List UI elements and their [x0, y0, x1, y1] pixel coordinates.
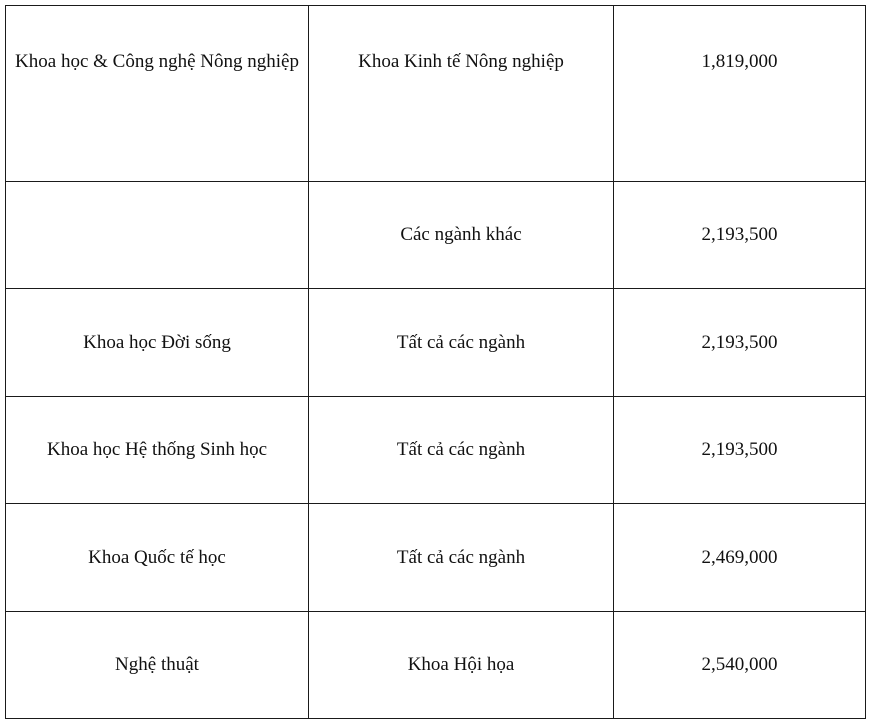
faculty-cell: [6, 182, 309, 289]
faculty-cell: Khoa Quốc tế học: [6, 504, 309, 612]
fee-cell: 2,193,500: [614, 397, 866, 504]
fee-cell: 2,540,000: [614, 612, 866, 719]
table-row: [6, 182, 866, 289]
table-row: [6, 6, 866, 182]
faculty-cell: Khoa học Hệ thống Sinh học: [6, 397, 309, 504]
tuition-table: [5, 5, 866, 719]
fee-cell: 1,819,000: [614, 6, 866, 182]
table-row: [6, 397, 866, 504]
table-row: [6, 612, 866, 719]
fee-cell: 2,193,500: [614, 289, 866, 397]
table-row: [6, 289, 866, 397]
major-cell: Khoa Kinh tế Nông nghiệp: [309, 6, 614, 182]
major-cell: Tất cả các ngành: [309, 504, 614, 612]
faculty-cell: Khoa học Đời sống: [6, 289, 309, 397]
major-cell: Tất cả các ngành: [309, 397, 614, 504]
faculty-cell: Khoa học & Công nghệ Nông nghiệp: [6, 6, 309, 182]
major-cell: Tất cả các ngành: [309, 289, 614, 397]
fee-cell: 2,469,000: [614, 504, 866, 612]
fee-cell: 2,193,500: [614, 182, 866, 289]
major-cell: Khoa Hội họa: [309, 612, 614, 719]
table-row: [6, 504, 866, 612]
faculty-cell: Nghệ thuật: [6, 612, 309, 719]
major-cell: Các ngành khác: [309, 182, 614, 289]
